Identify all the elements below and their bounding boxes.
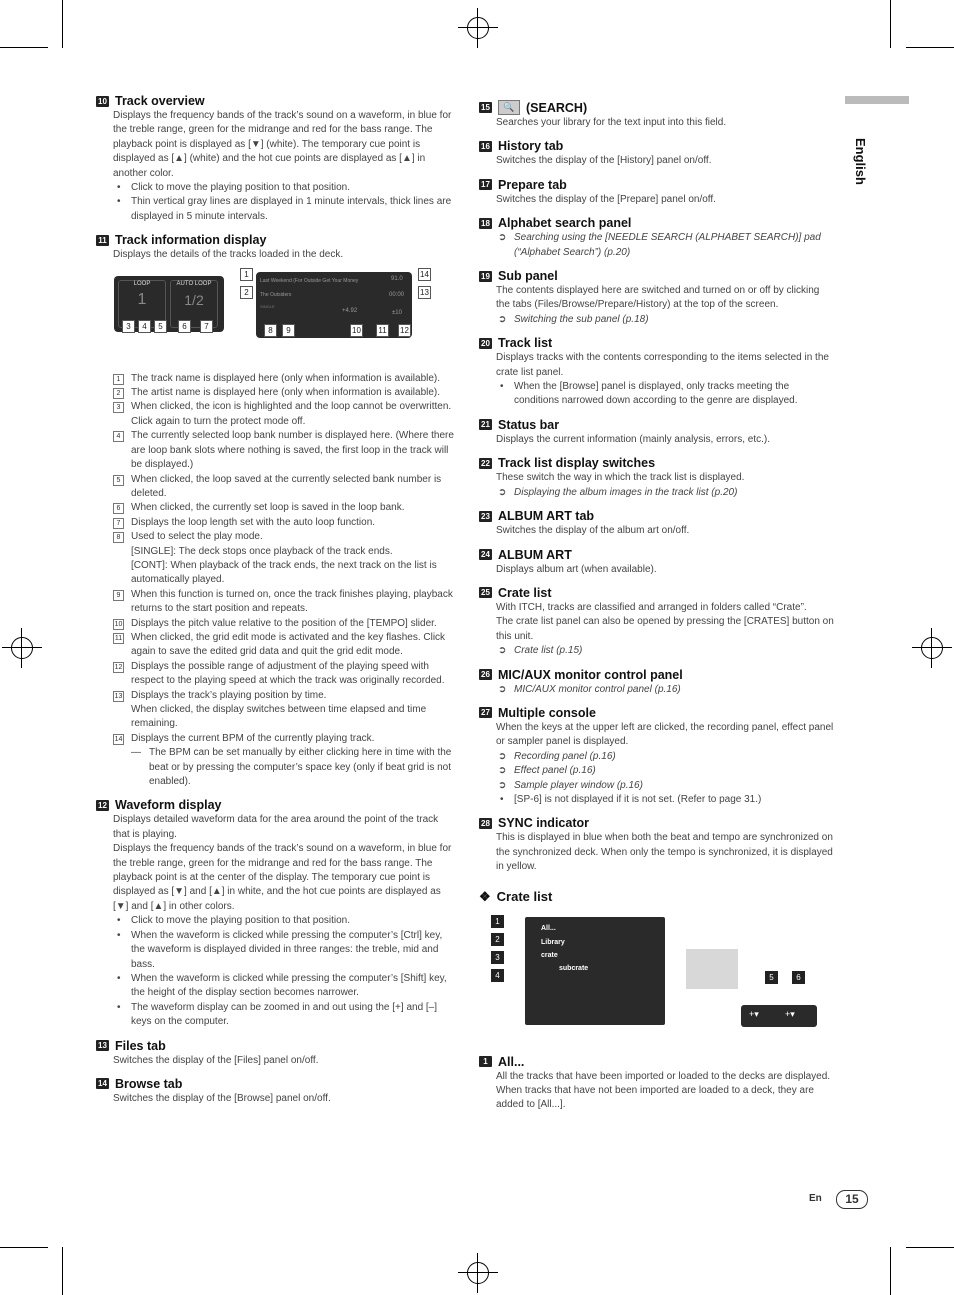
- reference-link: Recording panel (p.16): [514, 750, 616, 762]
- section-number: 20: [479, 338, 492, 349]
- item-text: When this function is turned on, once the track finishes playing, playback returns to the start position and repeats.: [131, 588, 453, 615]
- section-text: Displays detailed waveform data for the area around the point of the track that is playing.: [113, 814, 439, 840]
- item-text: The currently selected loop bank number is displayed here. (Where there are loop bank slots where nothing is saved, the first loop in the track will be displayed.): [131, 430, 454, 471]
- section-text: Searches your library for the text input into this field.: [496, 117, 727, 128]
- item-number: 1: [113, 374, 124, 385]
- item-text-extra: When clicked, the display switches between time elapsed and time remaining.: [131, 704, 427, 730]
- section-text: Switches the display of the album art on/off.: [496, 525, 690, 537]
- bullet-item: • Thin vertical gray lines are displayed in 1 minute intervals, thick lines are displayed in 5 minute intervals.: [113, 195, 454, 224]
- auto-loop-length: 1/2: [184, 291, 204, 308]
- track-info-item: [113, 732, 454, 746]
- item-number: 7: [113, 518, 124, 529]
- item-text: Displays the possible range of adjustment of the playing speed with respect to the playing speed at which the track was originally recorded.: [131, 660, 445, 687]
- track-info-item: [113, 588, 454, 617]
- track-info-item: [113, 516, 454, 530]
- play-mode: SINGLE: [260, 303, 275, 309]
- section-album-art: [479, 548, 835, 577]
- section-browse-tab: [96, 1077, 454, 1106]
- right-column: [479, 100, 835, 1122]
- item-number: 5: [113, 475, 124, 486]
- section-number: 13: [96, 1040, 109, 1051]
- crate-list-figure: All... Library crate subcrate +▾ +▾ 1 2 3 4 5 6: [479, 911, 835, 1051]
- item-number: 14: [114, 735, 123, 743]
- reference-link: Effect panel (p.16): [514, 765, 596, 777]
- pitch-value: +4.92: [342, 307, 358, 314]
- bpm-note: — The BPM can be set manually by either clicking here in time with the beat or by pressing the computer’s space key (only if beat grid is not enabled).: [113, 746, 454, 789]
- section-track-list-display-switches: [479, 456, 835, 500]
- registration-mark: [912, 628, 952, 668]
- item-number: 4: [113, 431, 124, 442]
- section-mic-aux-monitor-control-panel: [479, 668, 835, 697]
- bullet-item: • Click to move the playing position to that position.: [113, 914, 454, 928]
- item-text: When clicked, the grid edit mode is activated and the key flashes. Click again to save the edited grid data and quit the grid edit mode.: [131, 631, 446, 658]
- item-number: 9: [113, 590, 124, 601]
- reference-arrow-icon: ➲: [498, 750, 507, 762]
- play-mode-option: [SINGLE]: The deck stops once playback of the track ends.: [131, 545, 393, 557]
- item-number: 3: [113, 402, 124, 413]
- bpm-value: 91.0: [391, 275, 403, 282]
- reference-link: Switching the sub panel (p.18): [514, 313, 649, 325]
- section-text: Displays album art (when available).: [496, 563, 657, 575]
- section-search: [479, 100, 835, 130]
- loop-label: LOOP: [133, 280, 151, 287]
- section-title: Browse tab: [115, 1076, 183, 1091]
- track-info-item: [113, 689, 454, 732]
- reference-arrow-icon: ➲: [498, 232, 507, 244]
- section-sync-indicator: [479, 816, 835, 874]
- pitch-range: ±10: [392, 309, 402, 316]
- section-title: ALBUM ART: [498, 547, 572, 562]
- side-tab-label: English: [853, 138, 868, 185]
- section-title: Crate list: [498, 585, 552, 600]
- section-text: Displays the current information (mainly analysis, errors, etc.).: [496, 433, 770, 445]
- artist-name: The Outsiders: [260, 291, 292, 298]
- section-number: 19: [479, 271, 492, 282]
- page-number: 15: [836, 1190, 868, 1209]
- side-tab-bar: [845, 96, 909, 104]
- item-text: Displays the current BPM of the currently playing track.: [131, 732, 375, 744]
- bullet-item: • When the [Browse] panel is displayed, only tracks meeting the conditions narrowed down according to the genre are displayed.: [496, 380, 835, 409]
- track-info-item: [113, 530, 454, 588]
- bullet-item: • When the waveform is clicked while pressing the computer’s [Ctrl] key, the waveform is displayed divided in three ranges: the treble, mid and bass.: [113, 929, 454, 972]
- section-number: 25: [479, 587, 492, 598]
- section-title: Multiple console: [498, 705, 596, 720]
- section-title: (SEARCH): [526, 100, 588, 115]
- section-text: When the keys at the upper left are clicked, the recording panel, effect panel or sampler panel is displayed.: [496, 721, 834, 748]
- item-text: Displays the track’s playing position by time.: [131, 689, 327, 701]
- item-number: 8: [113, 532, 124, 543]
- section-title: ALBUM ART tab: [498, 509, 595, 524]
- section-number: 18: [479, 218, 492, 229]
- crate-item-crate[interactable]: crate: [541, 951, 558, 959]
- section-text: These switch the way in which the track list is displayed.: [496, 472, 745, 484]
- section-title: Track information display: [115, 233, 267, 248]
- section-text: With ITCH, tracks are classified and arranged in folders called “Crate”.: [496, 601, 807, 613]
- track-name: Last Weekend (For Outside Get Your Money: [260, 277, 359, 284]
- crate-buttons: [741, 1005, 817, 1027]
- bullet-item: • [SP-6] is not displayed if it is not set. (Refer to page 31.): [496, 793, 835, 807]
- section-album-art-tab: [479, 509, 835, 538]
- section-title: Track list: [498, 336, 553, 351]
- section-title: Alphabet search panel: [498, 216, 632, 231]
- reference-arrow-icon: ➲: [498, 765, 507, 777]
- section-number: 23: [479, 511, 492, 522]
- section-title: Track list display switches: [498, 456, 656, 471]
- section-number: 21: [479, 419, 492, 430]
- section-number: 26: [479, 669, 492, 680]
- section-title: MIC/AUX monitor control panel: [498, 667, 683, 682]
- add-subcrate-button[interactable]: +▾: [785, 1008, 795, 1019]
- item-number: 13: [114, 692, 123, 700]
- section-prepare-tab: [479, 178, 835, 207]
- section-title: Sub panel: [498, 269, 558, 284]
- bullet-item: • Click to move the playing position to that position.: [113, 181, 454, 195]
- track-info-item: [113, 617, 454, 631]
- section-text: Switches the display of the [Prepare] panel on/off.: [496, 193, 716, 205]
- footer-lang: En: [809, 1193, 822, 1204]
- crate-item-library[interactable]: Library: [541, 938, 565, 946]
- track-info-item: [113, 631, 454, 660]
- track-info-item: [113, 429, 454, 472]
- item-text: The artist name is displayed here (only when information is available).: [131, 387, 441, 399]
- section-title: Files tab: [115, 1038, 166, 1053]
- section-title: Prepare tab: [498, 177, 567, 192]
- section-text: Switches the display of the [History] panel on/off.: [496, 155, 712, 167]
- item-number: 6: [113, 503, 124, 514]
- section-text: Switches the display of the [Files] panel on/off.: [113, 1054, 319, 1066]
- section-title: Track overview: [115, 94, 205, 108]
- section-track-overview: [96, 94, 454, 224]
- reference-arrow-icon: ➲: [498, 683, 507, 695]
- section-track-information-display: [96, 233, 454, 262]
- crate-item-all[interactable]: All...: [541, 924, 556, 932]
- item-text: When clicked, the currently set loop is saved in the loop bank.: [131, 502, 405, 514]
- crate-panel: [525, 917, 665, 1025]
- reference-arrow-icon: ➲: [498, 779, 507, 791]
- reference-link: MIC/AUX monitor control panel (p.16): [514, 683, 681, 695]
- section-text: Displays the details of the tracks loaded in the deck.: [113, 249, 344, 261]
- crate-list-heading: ❖ Crate list: [479, 888, 553, 904]
- item-number: 10: [114, 620, 123, 628]
- section-history-tab: [479, 139, 835, 168]
- item-text: When clicked, the loop saved at the currently selected bank number is deleted.: [131, 473, 442, 499]
- section-text: Switches the display of the [Browse] panel on/off.: [113, 1092, 331, 1104]
- track-info-item-list: [113, 372, 454, 790]
- item-number: 12: [114, 663, 123, 671]
- registration-mark: [458, 8, 498, 48]
- track-info-item: [113, 400, 454, 429]
- section-number: 27: [479, 707, 492, 718]
- time-display: 00:00: [389, 291, 405, 298]
- section-title: Status bar: [498, 417, 560, 432]
- section-number: 12: [96, 800, 109, 811]
- section-text: The contents displayed here are switched and turned on or off by clicking the tabs (Files/Browse/Prepare/History) at the top of the screen.: [496, 285, 820, 311]
- section-number: 14: [96, 1078, 109, 1089]
- section-multiple-console: [479, 706, 835, 807]
- reference-arrow-icon: ➲: [498, 486, 507, 498]
- auto-loop-label: AUTO LOOP: [176, 280, 212, 287]
- registration-mark: [458, 1253, 498, 1293]
- section-number: 10: [96, 96, 109, 107]
- track-info-item: [113, 372, 454, 386]
- section-status-bar: [479, 418, 835, 447]
- reference-arrow-icon: ➲: [498, 313, 507, 325]
- left-column: [96, 94, 454, 1115]
- section-text: Displays tracks with the contents corresponding to the items selected in the crate list panel.: [496, 352, 829, 378]
- crate-all-section: 1 All... All the tracks that have been imported or loaded to the decks are displayed. When tracks that have not been imported are loaded to a deck, they are added to [All...].: [479, 1055, 835, 1113]
- section-number: 11: [96, 235, 109, 246]
- item-number: 2: [113, 388, 124, 399]
- section-alphabet-search-panel: [479, 216, 835, 260]
- section-number: 28: [479, 818, 492, 829]
- section-crate-list: [479, 586, 835, 659]
- track-info-item: [113, 386, 454, 400]
- section-text: This is displayed in blue when both the beat and tempo are synchronized on the synchronized deck. When only the tempo is synchronized, it is displayed in yellow.: [496, 832, 833, 873]
- bullet-item: • The waveform display can be zoomed in and out using the [+] and [–] keys on the computer.: [113, 1001, 454, 1030]
- reference-link: Searching using the [NEEDLE SEARCH (ALPHABET SEARCH)] pad (“Alphabet Search”) (p.20): [514, 232, 821, 258]
- section-waveform-display: [96, 798, 454, 1029]
- section-number: 24: [479, 549, 492, 560]
- section-text: Displays the frequency bands of the track’s sound on a waveform, in blue for the treble range, green for the midrange and red for the bass range. The playback point is displayed as [▼] (white). The temporary cue point is displayed as [▲] (white) and the hot cue points are displayed as [▲] in another color.: [113, 110, 452, 179]
- reference-link: Crate list (p.15): [514, 645, 583, 657]
- registration-mark: [2, 628, 42, 668]
- reference-arrow-icon: ➲: [498, 645, 507, 657]
- section-files-tab: [96, 1039, 454, 1068]
- bullet-item: • When the waveform is clicked while pressing the computer’s [Shift] key, the height of the display section becomes narrower.: [113, 972, 454, 1001]
- track-info-item: [113, 660, 454, 689]
- section-track-list: [479, 336, 835, 409]
- crate-item-subcrate[interactable]: subcrate: [559, 964, 589, 972]
- loop-bank-number: 1: [137, 290, 147, 308]
- section-title: SYNC indicator: [498, 816, 589, 831]
- section-title: History tab: [498, 139, 564, 154]
- section-number: 22: [479, 458, 492, 469]
- reference-link: Sample player window (p.16): [514, 779, 643, 791]
- track-info-item: [113, 473, 454, 502]
- reference-link: Displaying the album images in the track list (p.20): [514, 486, 738, 498]
- screen-thumbnail: [686, 949, 738, 989]
- item-text: Used to select the play mode.: [131, 531, 263, 543]
- item-text: Displays the pitch value relative to the position of the [TEMPO] slider.: [131, 617, 437, 629]
- section-sub-panel: [479, 269, 835, 327]
- item-number: 11: [114, 634, 123, 642]
- section-number: 15: [479, 102, 492, 113]
- item-text: The track name is displayed here (only when information is available).: [131, 372, 441, 384]
- section-text: The crate list panel can also be opened by pressing the [CRATES] button on this unit.: [496, 616, 834, 642]
- item-text: Displays the loop length set with the auto loop function.: [131, 516, 376, 528]
- section-number: 16: [479, 141, 492, 152]
- section-text: Displays the frequency bands of the track’s sound on a waveform, in blue for the treble range, green for the midrange and red for the bass range. The playback point is at the center of the display. The temporary cue point is displayed as [▼] and [▲] in white, and the hot cue points are displayed as [▼] and [▲] in other colors.: [113, 843, 452, 912]
- track-info-item: [113, 501, 454, 515]
- track-info-figure: LOOP 1 AUTO LOOP 1/2 Last Weekend (For Outside Get Your Money The Outsiders SINGLE +4.92 91.0 00:00 ±10 1 2 3 4 5 6 7 8 9 10 11 12 13 14: [96, 272, 454, 364]
- item-text: When clicked, the icon is highlighted and the loop cannot be overwritten. Click again to turn the protect mode off.: [131, 401, 452, 427]
- play-mode-option: [CONT]: When playback of the track ends, the next track on the list is automatically played.: [131, 559, 437, 586]
- section-number: 17: [479, 179, 492, 190]
- search-icon: 🔍: [498, 100, 520, 115]
- section-title: Waveform display: [115, 798, 222, 813]
- add-crate-button[interactable]: +▾: [749, 1008, 759, 1019]
